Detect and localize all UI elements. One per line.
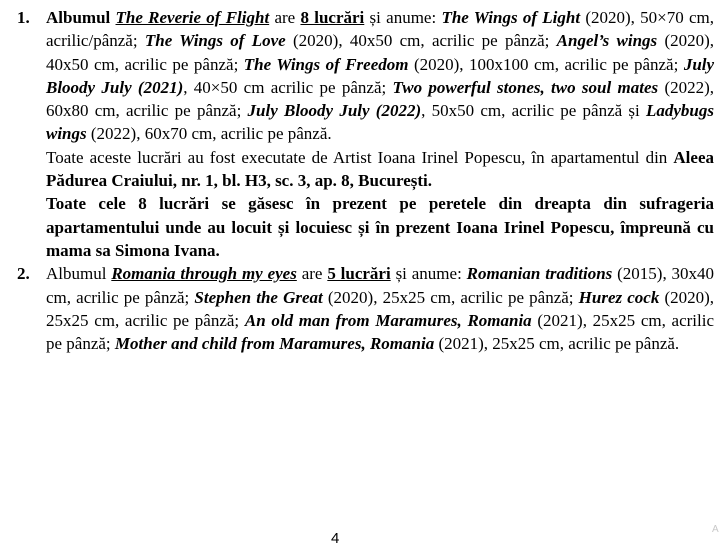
item-number: 2. (17, 264, 30, 284)
work-details: (2015), 30x40 cm, acrilic pe pânză; (46, 264, 715, 307)
work-details: (2021), 25x25 cm, acrilic pe pânză; (46, 310, 715, 354)
works-count: 8 lucrări (300, 8, 365, 27)
work-title: An old man from Maramures, Romania (244, 310, 532, 330)
work-title: Mother and child from Maramures, Romania (114, 334, 435, 354)
work-title: Two powerful stones, two soul mates (392, 77, 659, 97)
work-details: (2020), 25x25 cm, acrilic pe pânză; (327, 287, 574, 307)
album-1-description: Albumul The Reverie of Flight are 8 lucrări și anume: The Wings of Light (2020), 50×70 cm, acrilic/pânză; The Wings of Love (2020), 40x50 cm, acrilic pe pânză; Angel’s wings (2020), 40x50 cm, acrilic pe pânză; The Wings of Freedom (2020), 100x100 cm, acrilic pe pânză; July Bloody July (2021), 40×50 cm acrilic pe pânză; Two powerful stones, two soul mates (2022), 60x80 cm, acrilic pe pânză; July Bloody July (2022), 50x50 cm, acrilic pe pânză și Ladybugs wings (2022), 60x70 cm, acrilic pe pânză. (46, 8, 715, 144)
work-details: (2020), 40x50 cm, acrilic pe pânză; (46, 31, 715, 74)
work-details: (2022), 60x70 cm, acrilic pe pânză. (90, 124, 332, 144)
document-body (14, 6, 714, 355)
work-details: (2020), 100x100 cm, acrilic pe pânză; (413, 54, 679, 74)
album-intro: Albumul (46, 264, 107, 284)
page-number: 4 (331, 530, 340, 547)
work-details: , 40×50 cm acrilic pe pânză; (183, 77, 387, 97)
list-item-album-1 (14, 6, 714, 262)
work-title: Angel’s wings (556, 31, 658, 51)
work-title: Ladybugs wings (46, 101, 714, 144)
work-title: The Wings of Light (441, 8, 581, 27)
work-title: July Bloody July (2022) (247, 101, 422, 121)
album-list (14, 6, 714, 355)
work-title: Romanian traditions (466, 264, 613, 284)
works-count: 5 lucrări (327, 264, 391, 284)
work-title: July Bloody July (2021) (46, 54, 715, 97)
album-intro: Albumul (46, 8, 111, 27)
edge-mark: A (712, 524, 719, 535)
list-item-album-2 (14, 262, 714, 355)
work-details: , 50x50 cm, acrilic pe pânză și (421, 101, 640, 121)
album-2-description: Albumul Romania through my eyes are 5 lucrări și anume: Romanian traditions (2015), 30x40 cm, acrilic pe pânză; Stephen the Great (2020), 25x25 cm, acrilic pe pânză; Hurez cock (2020), 25x25 cm, acrilic pe pânză; An old man from Maramures, Romania (2021), 25x25 cm, acrilic pe pânză; Mother and child from Maramures, Romania (2021), 25x25 cm, acrilic pe pânză. (46, 264, 715, 354)
work-details: (2022), 60x80 cm, acrilic pe pânză; (46, 77, 715, 121)
album-title: The Reverie of Flight (115, 8, 270, 27)
work-title: Hurez cock (578, 287, 660, 307)
address: Aleea Pădurea Craiului, nr. 1, bl. H3, sc. 3, ap. 8, București. (46, 147, 714, 191)
work-title: The Wings of Love (144, 31, 286, 51)
item-number: 1. (17, 8, 30, 27)
work-details: (2020), 40x50 cm, acrilic pe pânză; (293, 31, 550, 51)
work-title: The Wings of Freedom (243, 54, 409, 74)
work-details: (2021), 25x25 cm, acrilic pe pânză. (438, 334, 680, 354)
album-title: Romania through my eyes (111, 264, 297, 284)
location-note: Toate cele 8 lucrări se găsesc în prezent pe peretele din dreapta din sufrageria apartamentului unde au locuit și locuiesc și în prezent Ioana Irinel Popescu, împreună cu mama sa Simona Ivana. (46, 194, 714, 260)
work-details: (2020), 25x25 cm, acrilic pe pânză; (46, 287, 715, 330)
work-title: Stephen the Great (194, 287, 323, 307)
execution-note: Toate aceste lucrări au fost executate de Artist Ioana Irinel Popescu, în apartamentul din Aleea Pădurea Craiului, nr. 1, bl. H3, sc. 3, ap. 8, București. (46, 147, 714, 191)
work-details: (2020), 50×70 cm, acrilic/pânză; (46, 8, 715, 51)
